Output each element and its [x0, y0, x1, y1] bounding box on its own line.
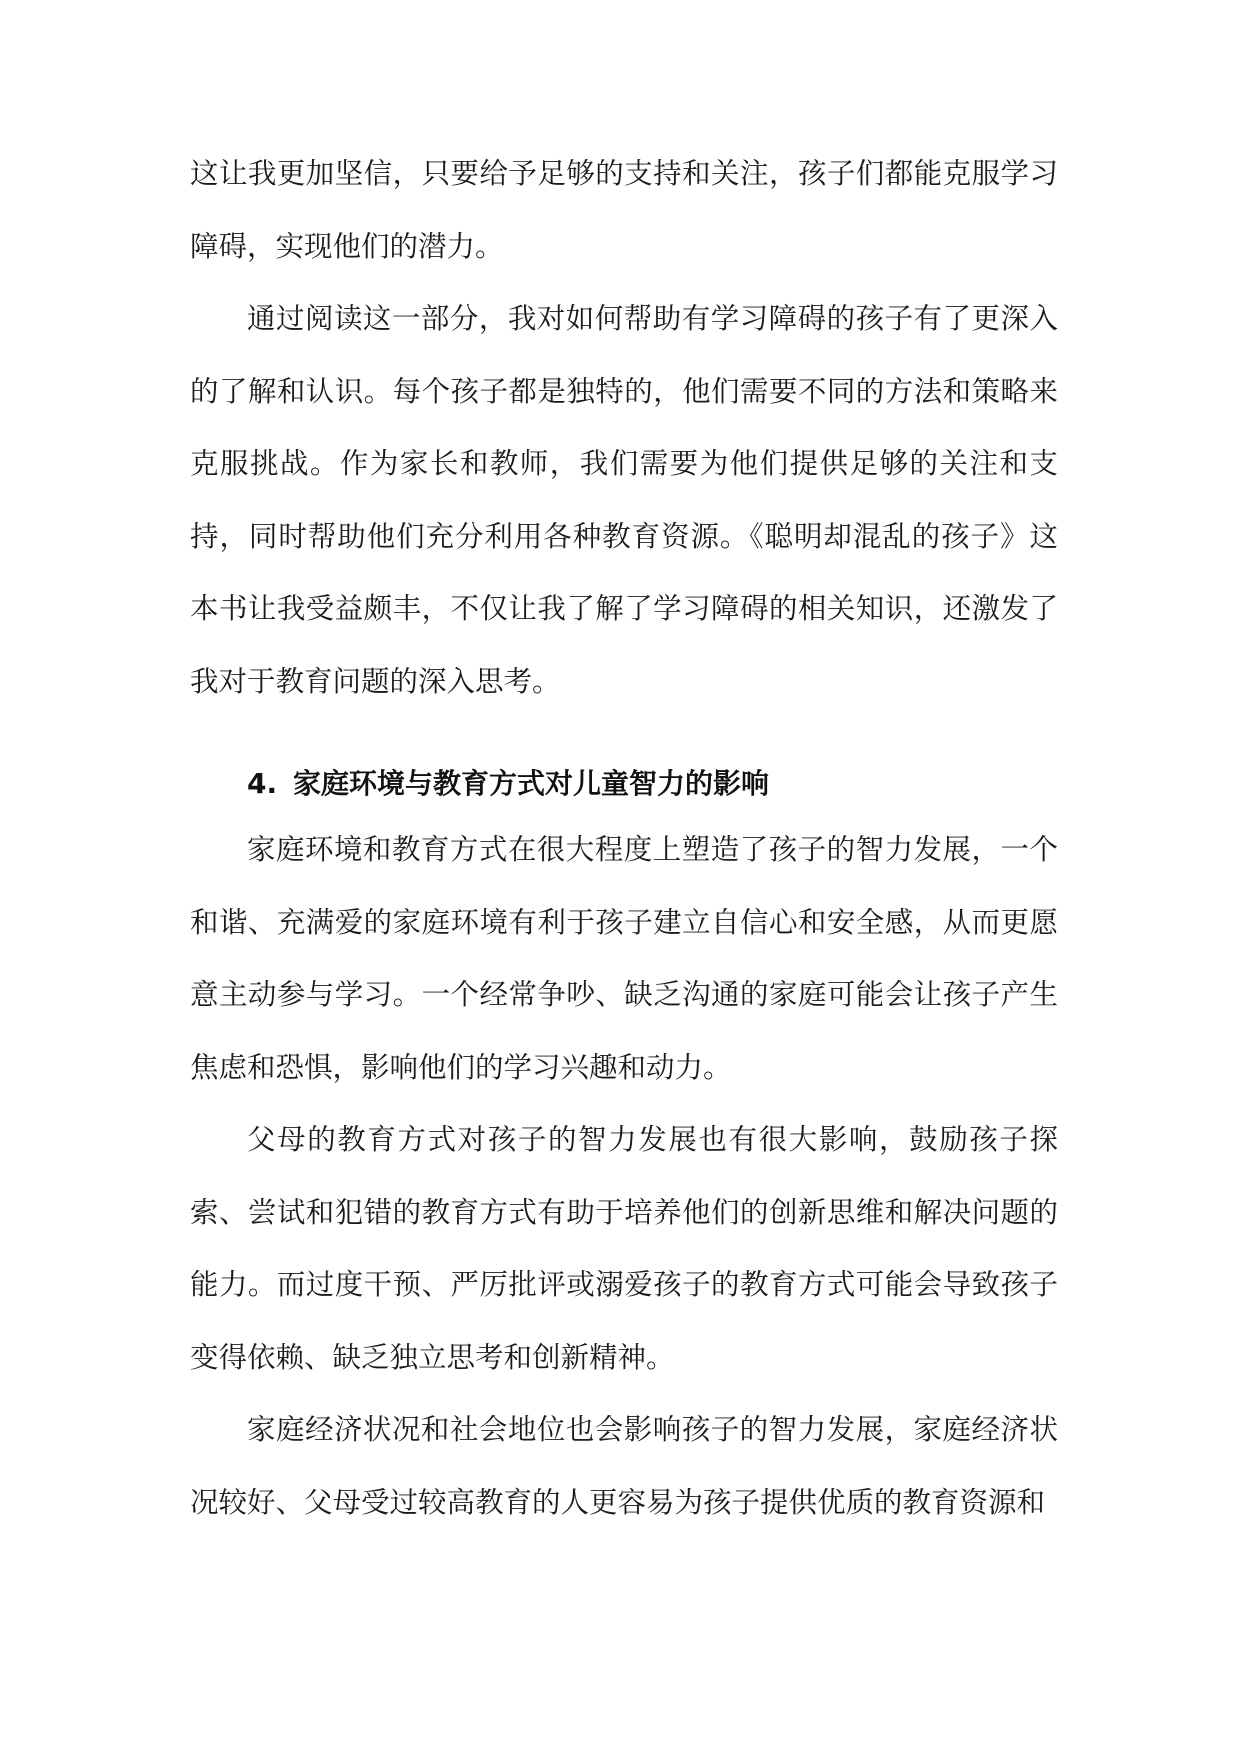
section-number: 4. — [247, 767, 278, 800]
paragraph-family-environment: 家庭环境和教育方式在很大程度上塑造了孩子的智力发展，一个和谐、充满爱的家庭环境有利于孩子建立自信心和安全感，从而更愿意主动参与学习。一个经常争吵、缺乏沟通的家庭可能会让孩子产生焦虑和恐惧，影响他们的学习兴趣和动力。 — [190, 833, 1058, 1084]
paragraph-economic-status: 家庭经济状况和社会地位也会影响孩子的智力发展，家庭经济状况较好、父母受过较高教育的人更容易为孩子提供优质的教育资源和 — [190, 1413, 1058, 1519]
paragraph-parenting-style: 父母的教育方式对孩子的智力发展也有很大影响，鼓励孩子探索、尝试和犯错的教育方式有助于培养他们的创新思维和解决问题的能力。而过度干预、严厉批评或溺爱孩子的教育方式可能会导致孩子变得依赖、缺乏独立思考和创新精神。 — [190, 1123, 1058, 1374]
section-heading — [190, 754, 1058, 814]
paragraph-reading-reflection: 通过阅读这一部分，我对如何帮助有学习障碍的孩子有了更深入的了解和认识。每个孩子都是独特的，他们需要不同的方法和策略来克服挑战。作为家长和教师，我们需要为他们提供足够的关注和支持，同时帮助他们充分利用各种教育资源。《聪明却混乱的孩子》这本书让我受益颇丰，不仅让我了解了学习障碍的相关知识，还激发了我对于教育问题的深入思考。 — [190, 302, 1058, 698]
paragraph-continuation: 这让我更加坚信，只要给予足够的支持和关注，孩子们都能克服学习障碍，实现他们的潜力。 — [190, 157, 1058, 263]
section-title: 家庭环境与教育方式对儿童智力的影响 — [293, 767, 770, 800]
document-body — [190, 138, 1058, 1539]
